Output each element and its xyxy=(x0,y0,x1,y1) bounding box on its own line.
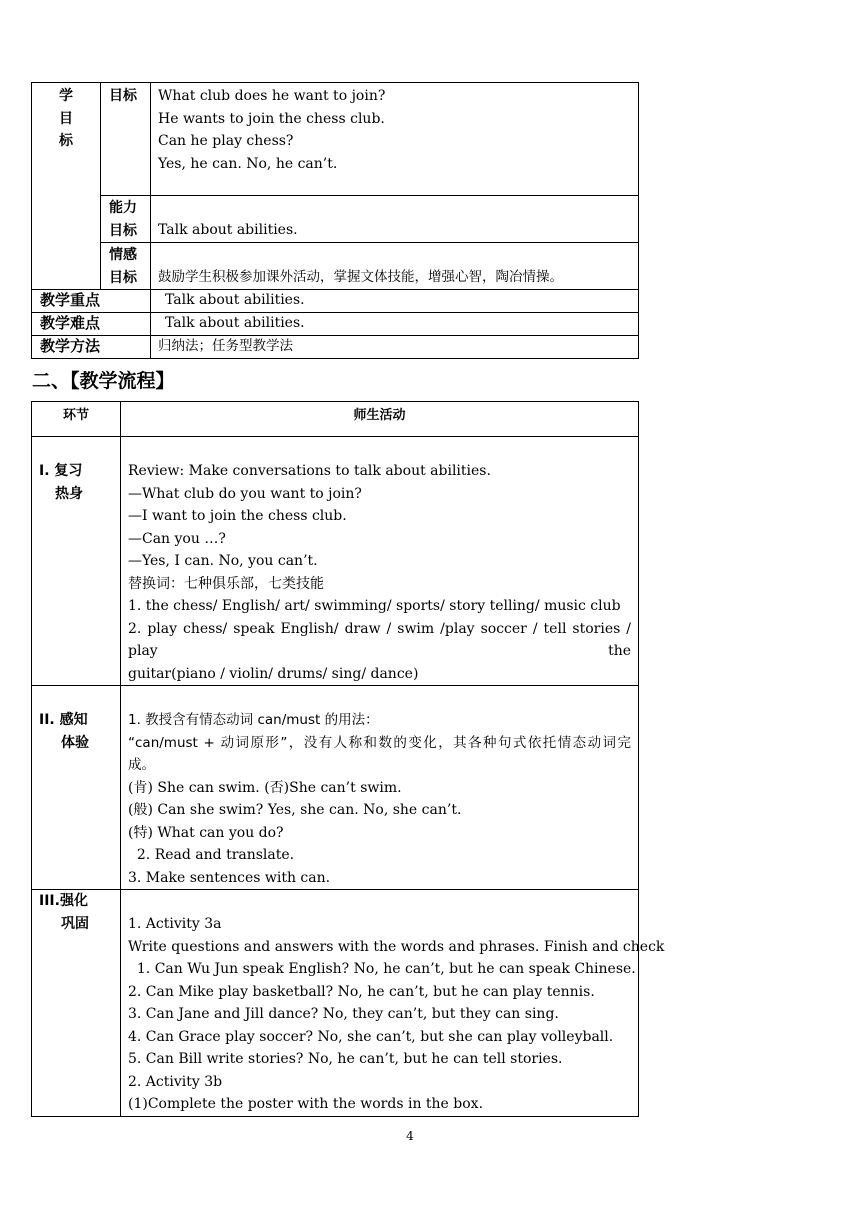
activity-line: 2. play chess/ speak English/ draw / swim /play soccer / tell stories / play the xyxy=(128,620,631,659)
method-label-cell xyxy=(32,336,151,359)
activity-line: 2. Read and translate. xyxy=(128,847,295,863)
activity-line: 1. the chess/ English/ art/ swimming/ sports/ story telling/ music club xyxy=(128,598,621,614)
activity-line: (肯) She can swim. (否)She can’t swim. xyxy=(128,779,402,796)
emotion-label: 情感 xyxy=(109,247,137,263)
emotion-label: 目标 xyxy=(109,269,137,286)
activity-line: —What club do you want to join? xyxy=(128,485,362,502)
activity-line: 1. Can Wu Jun speak English? No, he can’t, but he can speak Chinese. xyxy=(128,961,636,977)
method-content-cell xyxy=(151,336,639,359)
key-point-label-cell xyxy=(32,290,151,313)
stage-header-cell xyxy=(32,402,121,437)
knowledge-label-cell xyxy=(101,83,151,196)
stage-name-cell xyxy=(32,437,121,686)
knowledge-label: 目标 xyxy=(109,88,137,104)
knowledge-line: He wants to join the chess club. xyxy=(158,110,385,127)
stage-name: III.强化 xyxy=(39,893,88,909)
activity-line: (特) What can you do? xyxy=(128,824,284,841)
stage-name: I. 复习 xyxy=(39,463,83,479)
ability-content: Talk about abilities. xyxy=(158,222,298,238)
stage-header: 环节 xyxy=(62,408,89,423)
key-point-label: 教学重点 xyxy=(40,291,101,309)
knowledge-line: What club does he want to join? xyxy=(158,88,386,104)
activity-line: —Can you …? xyxy=(128,530,226,547)
objectives-category-cell xyxy=(32,83,101,290)
category-char: 标 xyxy=(59,133,73,149)
activity-line: 成。 xyxy=(128,757,155,773)
ability-label-cell xyxy=(101,196,151,243)
knowledge-line: Yes, he can. No, he can’t. xyxy=(158,155,338,172)
emotion-label-cell xyxy=(101,243,151,290)
activity-header-cell xyxy=(121,402,639,437)
process-table xyxy=(31,401,665,1117)
ability-label: 能力 xyxy=(109,200,137,216)
activity-line: guitar(piano / violin/ drums/ sing/ dance) xyxy=(128,665,419,682)
stage-activity-cell xyxy=(121,686,639,890)
activity-header: 师生活动 xyxy=(353,408,406,423)
activity-line: —Yes, I can. No, you can’t. xyxy=(128,553,318,569)
emotion-content: 鼓励学生积极参加课外活动，掌握文体技能，增强心智，陶冶情操。 xyxy=(158,269,563,285)
stage-name: II. 感知 xyxy=(39,712,88,728)
activity-line: “can/must + 动词原形”，没有人称和数的变化，其各种句式依托情态动词完 xyxy=(128,734,631,751)
activity-line: (般) Can she swim? Yes, she can. No, she can’t. xyxy=(128,802,462,818)
ability-content-cell xyxy=(151,196,639,243)
knowledge-line: Can he play chess? xyxy=(158,133,294,149)
activity-line: 2. Can Mike play basketball? No, he can’t, but he can play tennis. xyxy=(128,983,595,1000)
difficulty-label: 教学难点 xyxy=(40,314,101,332)
stage-activity-cell xyxy=(121,890,665,1117)
emotion-content-cell xyxy=(151,243,639,290)
stage-name: 热身 xyxy=(55,485,83,502)
method-label: 教学方法 xyxy=(40,337,101,355)
category-char: 目 xyxy=(59,110,73,127)
activity-line: 3. Can Jane and Jill dance? No, they can’t, but they can sing. xyxy=(128,1006,559,1022)
category-char: 学 xyxy=(59,88,73,104)
difficulty-content-cell xyxy=(151,313,639,336)
key-point-content-cell xyxy=(151,290,639,313)
stage-name-cell xyxy=(32,686,121,890)
section-heading: 二、【教学流程】 xyxy=(32,370,175,392)
stage-name-cell xyxy=(32,890,121,1117)
stage-name: 体验 xyxy=(61,734,89,751)
activity-line: 3. Make sentences with can. xyxy=(128,869,331,886)
knowledge-content-cell xyxy=(151,83,639,196)
activity-line: 5. Can Bill write stories? No, he can’t, but he can tell stories. xyxy=(128,1051,563,1067)
activity-line: 2. Activity 3b xyxy=(128,1073,223,1090)
activity-line: 替换词：七种俱乐部，七类技能 xyxy=(128,575,324,592)
activity-line: 4. Can Grace play soccer? No, she can’t, but she can play volleyball. xyxy=(128,1028,614,1045)
activity-line: (1)Complete the poster with the words in the box. xyxy=(128,1096,484,1112)
difficulty-content: Talk about abilities. xyxy=(165,315,305,331)
key-point-content: Talk about abilities. xyxy=(165,292,305,308)
stage-activity-cell xyxy=(121,437,639,686)
method-content: 归纳法；任务型教学法 xyxy=(158,338,293,354)
activity-line: —I want to join the chess club. xyxy=(128,508,347,524)
activity-line: 1. Activity 3a xyxy=(128,916,222,932)
ability-label: 目标 xyxy=(109,222,137,239)
difficulty-label-cell xyxy=(32,313,151,336)
objectives-table xyxy=(31,82,639,359)
stage-name: 巩固 xyxy=(61,915,89,932)
activity-line: Review: Make conversations to talk about abilities. xyxy=(128,463,491,479)
activity-line: Write questions and answers with the words and phrases. Finish and check xyxy=(128,938,665,955)
activity-line: 1. 教授含有情态动词 can/must 的用法： xyxy=(128,712,379,728)
page-number: 4 xyxy=(406,1129,414,1143)
